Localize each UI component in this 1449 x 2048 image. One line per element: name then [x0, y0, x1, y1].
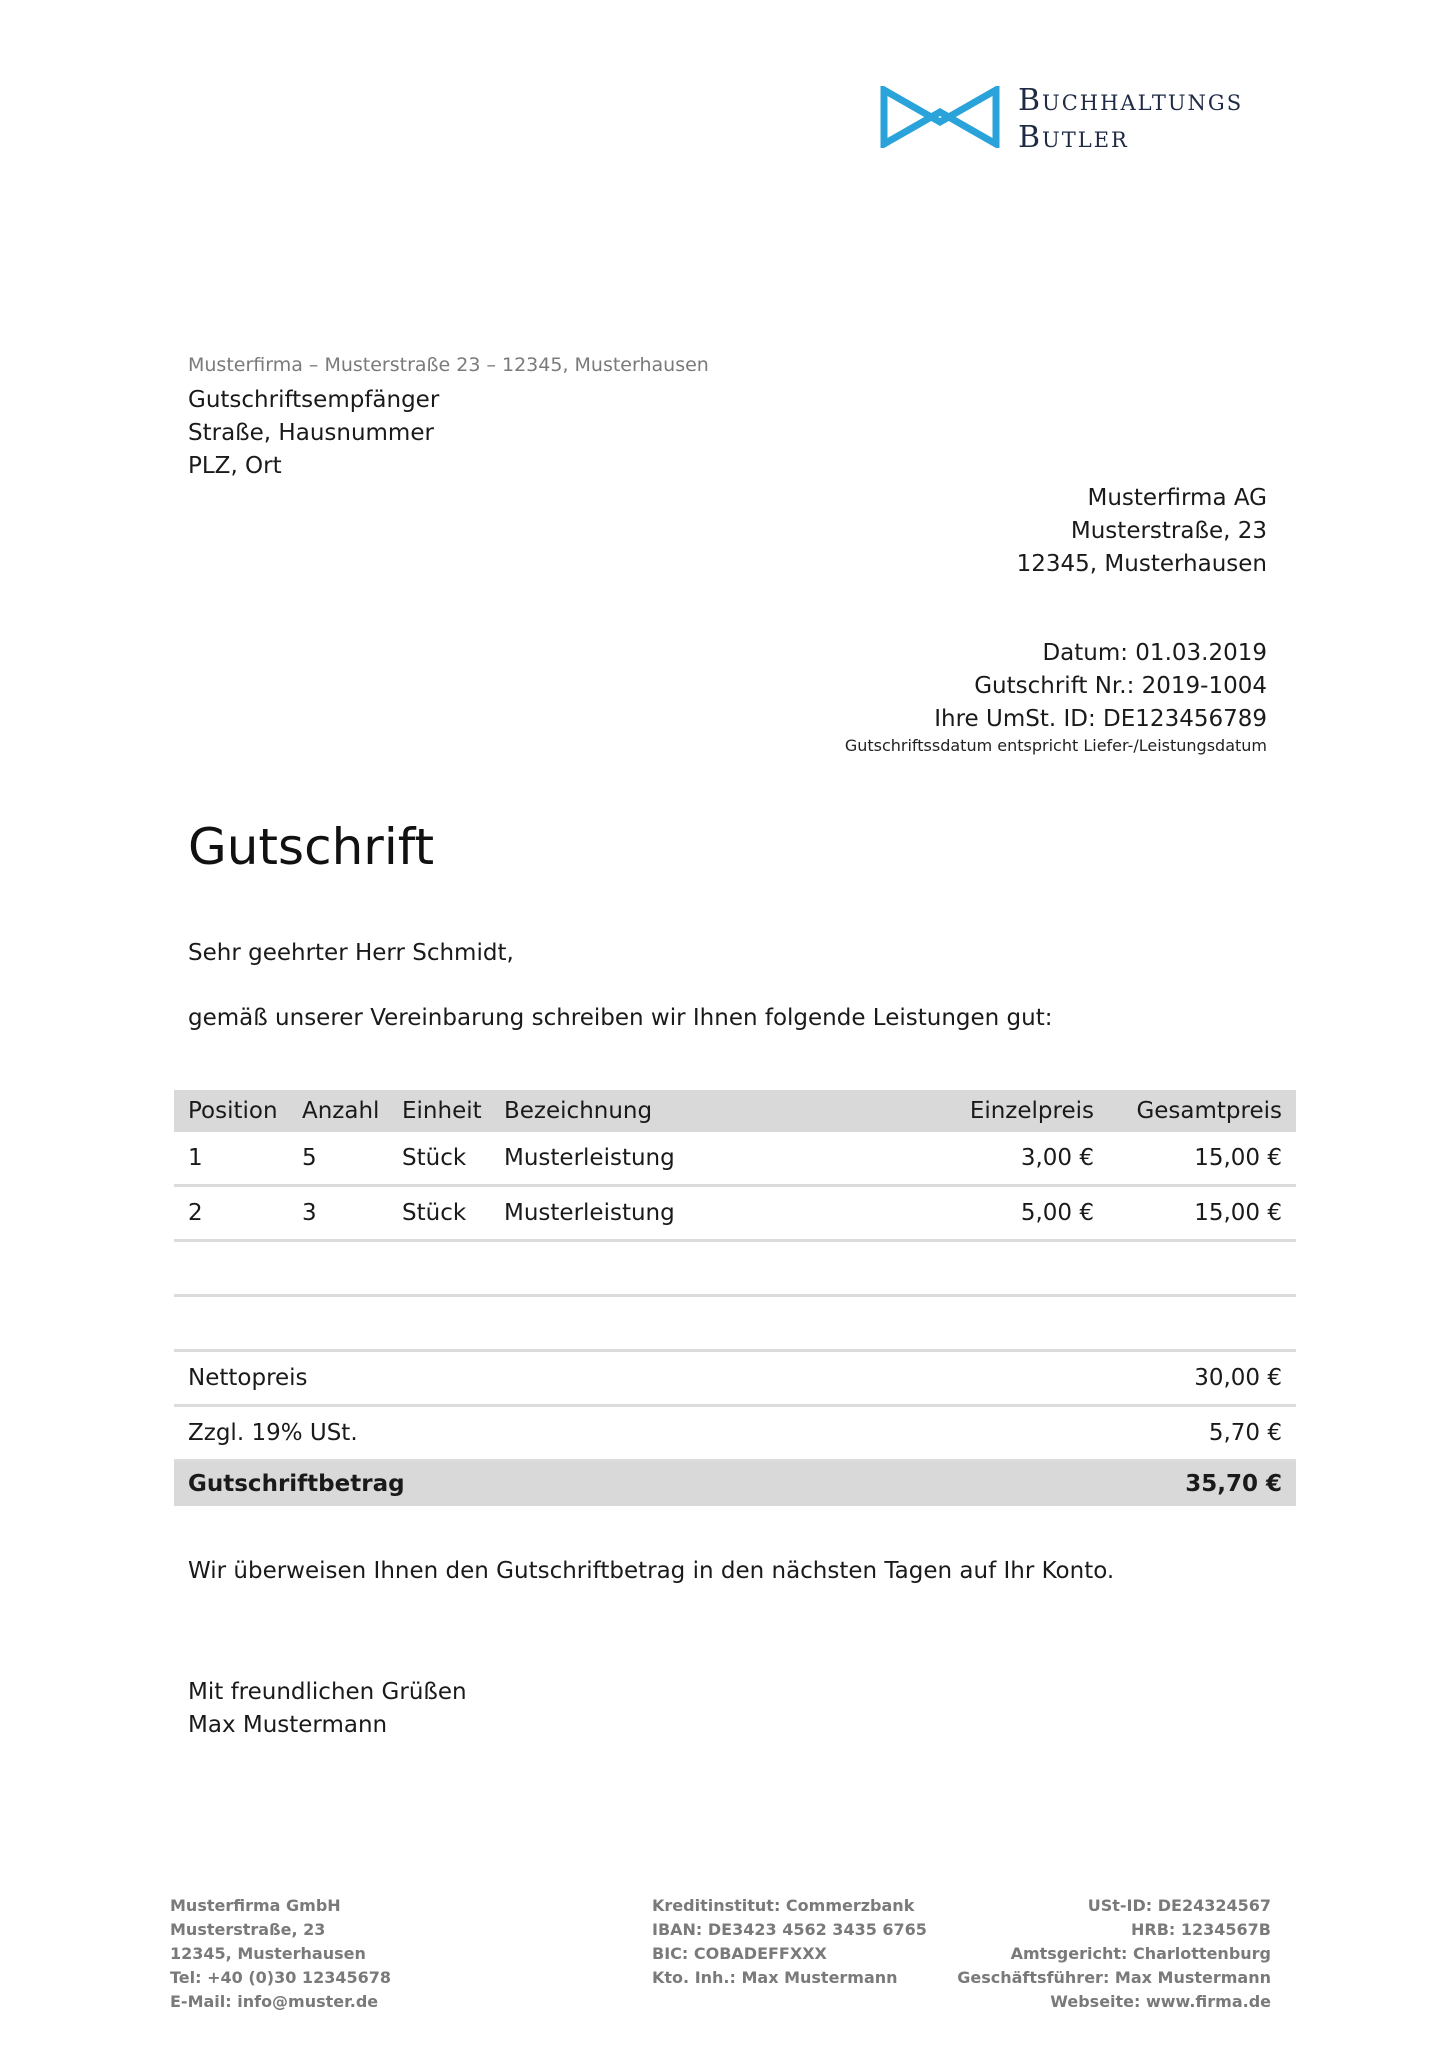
intro-text: gemäß unserer Vereinbarung schreiben wir Ihnen folgende Leistungen gut:	[188, 1005, 1053, 1031]
cell-unit: Stück	[388, 1132, 490, 1186]
cell-unit-price: 3,00 €	[920, 1132, 1108, 1186]
cell-description: Musterleistung	[490, 1132, 920, 1186]
company-line: Musterstraße, 23	[1070, 518, 1267, 544]
footer-legal-info	[957, 1894, 1271, 2014]
footer-line: Amtsgericht: Charlottenburg	[1010, 1944, 1271, 1963]
logo-line-2: Butler	[1018, 120, 1129, 155]
table-row-empty	[174, 1296, 1296, 1351]
company-line: 12345, Musterhausen	[1016, 551, 1267, 577]
header-unit: Einheit	[388, 1090, 490, 1132]
table-row	[174, 1186, 1296, 1241]
cell-position: 1	[174, 1132, 288, 1186]
sender-return-address: Musterfirma – Musterstraße 23 – 12345, Musterhausen	[188, 354, 709, 376]
header-total-price: Gesamtpreis	[1108, 1090, 1296, 1132]
footer-line: Tel: +40 (0)30 12345678	[170, 1968, 391, 1987]
cell-position: 2	[174, 1186, 288, 1241]
closing-salutation: Mit freundlichen Grüßen	[188, 1679, 467, 1705]
footer-line: Musterstraße, 23	[170, 1920, 326, 1939]
recipient-line: PLZ, Ort	[188, 453, 282, 479]
recipient-address	[188, 384, 439, 483]
header-unit-price: Einzelpreis	[920, 1090, 1108, 1132]
footer-line: E-Mail: info@muster.de	[170, 1992, 379, 2011]
meta-vat-id: Ihre UmSt. ID: DE123456789	[934, 706, 1267, 732]
closing-signature-name: Max Mustermann	[188, 1712, 388, 1738]
company-line: Musterfirma AG	[1087, 485, 1267, 511]
table-row	[174, 1132, 1296, 1186]
recipient-line: Gutschriftsempfänger	[188, 387, 440, 413]
header-quantity: Anzahl	[288, 1090, 388, 1132]
closing	[188, 1676, 467, 1742]
sum-value: 35,70 €	[917, 1461, 1296, 1507]
recipient-line: Straße, Hausnummer	[188, 420, 434, 446]
footer-line: USt-ID: DE24324567	[1087, 1896, 1271, 1915]
cell-quantity: 5	[288, 1132, 388, 1186]
net-label: Nettopreis	[174, 1352, 917, 1406]
meta-date: Datum: 01.03.2019	[1042, 640, 1267, 666]
vat-value: 5,70 €	[917, 1406, 1296, 1461]
totals-row-net	[174, 1352, 1296, 1406]
footer-line: Webseite: www.firma.de	[1050, 1992, 1271, 2011]
footer-line: 12345, Musterhausen	[170, 1944, 366, 1963]
table-row-empty	[174, 1241, 1296, 1296]
table-header-row	[174, 1090, 1296, 1132]
totals-row-vat	[174, 1406, 1296, 1461]
items-table	[174, 1090, 1296, 1352]
company-logo	[880, 82, 1300, 162]
footer-line: BIC: COBADEFFXXX	[652, 1944, 827, 1963]
cell-quantity: 3	[288, 1186, 388, 1241]
bowtie-logo-icon	[880, 86, 1000, 148]
cell-unit: Stück	[388, 1186, 490, 1241]
header-position: Position	[174, 1090, 288, 1132]
document-title: Gutschrift	[188, 818, 435, 876]
logo-text	[1018, 82, 1243, 156]
footer-line: Musterfirma GmbH	[170, 1896, 341, 1915]
footer-company-info	[170, 1894, 391, 2014]
transfer-text: Wir überweisen Ihnen den Gutschriftbetrag in den nächsten Tagen auf Ihr Konto.	[188, 1558, 1115, 1584]
cell-total-price: 15,00 €	[1108, 1186, 1296, 1241]
company-address	[1017, 482, 1267, 581]
logo-line-1: Buchhaltungs	[1018, 83, 1244, 118]
document-meta	[934, 637, 1267, 736]
vat-label: Zzgl. 19% USt.	[174, 1406, 917, 1461]
sum-label: Gutschriftbetrag	[174, 1461, 917, 1507]
footer-line: IBAN: DE3423 4562 3435 6765	[652, 1920, 927, 1939]
cell-total-price: 15,00 €	[1108, 1132, 1296, 1186]
footer-line: Geschäftsführer: Max Mustermann	[957, 1968, 1271, 1987]
header-description: Bezeichnung	[490, 1090, 920, 1132]
footer-bank-info	[652, 1894, 927, 1990]
totals-row-sum	[174, 1461, 1296, 1507]
footer-line: Kto. Inh.: Max Mustermann	[652, 1968, 898, 1987]
meta-note: Gutschriftssdatum entspricht Liefer-/Leistungsdatum	[844, 736, 1267, 755]
footer-line: HRB: 1234567B	[1131, 1920, 1271, 1939]
totals-table	[174, 1352, 1296, 1506]
greeting: Sehr geehrter Herr Schmidt,	[188, 940, 514, 966]
cell-unit-price: 5,00 €	[920, 1186, 1108, 1241]
net-value: 30,00 €	[917, 1352, 1296, 1406]
meta-credit-number: Gutschrift Nr.: 2019-1004	[974, 673, 1267, 699]
footer-line: Kreditinstitut: Commerzbank	[652, 1896, 915, 1915]
cell-description: Musterleistung	[490, 1186, 920, 1241]
